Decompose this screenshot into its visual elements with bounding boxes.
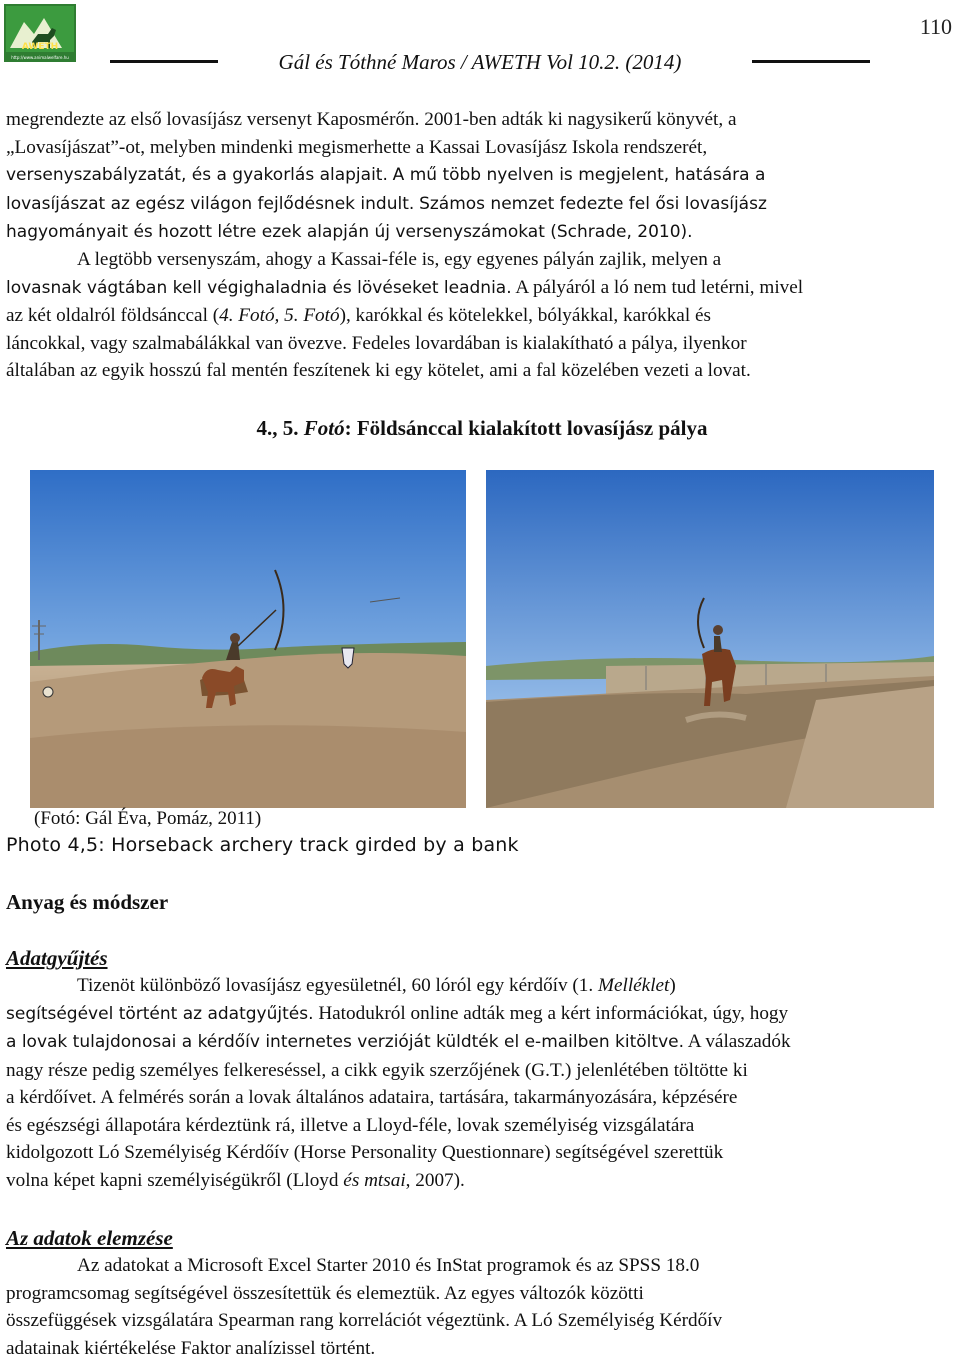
- text-line: [6, 134, 956, 162]
- paragraph-data-collection: [6, 972, 956, 1194]
- text-span: , 2007).: [405, 1169, 465, 1191]
- paragraph-1: [6, 106, 956, 247]
- photo-caption-english: Photo 4,5: Horseback archery track girded by a bank: [6, 834, 519, 856]
- text-line: [6, 302, 956, 330]
- text-line: [6, 1139, 956, 1167]
- text-line: [6, 1252, 956, 1280]
- text-line: [6, 274, 956, 303]
- header-rule-right: [752, 60, 870, 63]
- text-line: [6, 190, 956, 219]
- photo-4-horse-archer-bank: [30, 470, 466, 808]
- text-span: kidolgozott Ló Személyiség Kérdőív (Horse Personality Questionnare) segítségével szerettük: [6, 1142, 724, 1163]
- text-line: [6, 218, 956, 247]
- text-span: a lovak tulajdonosai a kérdőív internetes verzióját küldték el e-mailben kitöltve.: [6, 1032, 684, 1052]
- text-span: A legtöbb versenyszám, ahogy a Kassai-féle is, egy egyenes pályán zajlik, melyen a: [77, 249, 722, 270]
- text-span: segítségével történt az adatgyűjtés.: [6, 1003, 314, 1024]
- figure-title-rest: : Földsánccal kialakított lovasíjász pálya: [344, 416, 708, 440]
- text-line: [6, 1335, 956, 1362]
- text-line: [6, 357, 956, 385]
- text-line: [6, 1112, 956, 1140]
- text-span: programcsomag segítségével összesítettük és elemeztük.: [6, 1282, 441, 1304]
- text-span: ): [669, 975, 676, 996]
- section-heading: Anyag és módszer: [6, 890, 169, 914]
- text-span: „Lovasíjászat”-ot, melyben mindenki megismerhette a Kassai Lovasíjász Iskola rendszerét,: [6, 136, 708, 158]
- text-span: adatainak kiértékelése Faktor analízissel történt.: [6, 1337, 376, 1359]
- text-span: Hatodukról online adták meg a kért információkat, úgy, hogy: [313, 1002, 789, 1024]
- figure-title: [0, 416, 960, 441]
- text-span: megrendezte az első lovasíjász versenyt Kaposmérőn. 2001-ben adták ki nagysikerű könyvét, a: [6, 109, 737, 130]
- text-line: [6, 1167, 956, 1195]
- text-span: Az egyes változók közötti: [440, 1282, 644, 1304]
- text-span: hagyományait és hozott létre ezek alapján új versenyszámokat (Schrade, 2010).: [6, 222, 693, 242]
- text-line: [6, 246, 956, 274]
- text-line: [6, 106, 956, 134]
- figure-title-italic: Fotó: [303, 416, 345, 440]
- text-span: A pályáról a ló nem tud letérni, mivel: [515, 276, 804, 298]
- text-span: az két oldalról földsánccal (: [6, 305, 220, 326]
- text-line: [6, 1028, 956, 1057]
- text-span: A mű több nyelven is megjelent, hatására a: [392, 165, 766, 185]
- text-span: összefüggések vizsgálatára Spearman rang korrelációt végeztünk.: [6, 1310, 510, 1331]
- text-span: Az adatokat a Microsoft Excel Starter 2010 és InStat programok és az SPSS 18.0: [77, 1255, 700, 1276]
- text-line: [6, 1000, 956, 1029]
- text-line: [6, 1307, 956, 1335]
- paragraph-data-analysis: [6, 1252, 956, 1362]
- text-span: lovasíjászat az egész világon fejlődésnek indult.: [6, 193, 415, 214]
- text-span: ), karókkal és kötelekkel, bólyákkal, karókkal és: [339, 305, 711, 326]
- photo-reference: 4. Fotó, 5. Fotó: [219, 305, 340, 326]
- text-span: Fedeles lovardában is kialakítható a pálya, ilyenkor: [351, 332, 747, 354]
- citation-italic: és mtsai: [343, 1169, 406, 1191]
- text-span: láncokkal, vagy szalmabálákkal van övezve.: [6, 332, 347, 354]
- subsection-heading-data-analysis: Az adatok elemzése: [6, 1226, 173, 1250]
- text-span: és egészségi állapotára kérdeztünk rá, illetve a Lloyd-féle, lovak személyiség vizsgálatára: [6, 1114, 695, 1136]
- text-span: A Ló Személyiség Kérdőív: [510, 1310, 723, 1331]
- text-span: lovasnak vágtában kell végighaladnia és lövéseket leadnia.: [6, 277, 512, 298]
- logo-url: http://www.animalwelfare.hu: [11, 55, 69, 60]
- text-line: [6, 972, 956, 1000]
- photo-credit: (Fotó: Gál Éva, Pomáz, 2011): [34, 808, 262, 829]
- text-span: Számos nemzet fedezte fel ősi lovasíjász: [419, 193, 767, 214]
- text-span: volna képet kapni személyiségükről (Lloyd: [6, 1169, 344, 1191]
- text-span: általában az egyik hosszú fal mentén feszítenek ki egy kötelet, ami a fal közelében vezeti a lovat.: [6, 360, 751, 381]
- paragraph-2: [6, 246, 956, 385]
- text-line: [6, 1084, 956, 1112]
- text-span: nagy része pedig személyes felkereséssel, a cikk egyik szerzőjének (G.T.) jelenlétében töltötte ki: [6, 1059, 748, 1081]
- appendix-reference: Melléklet: [598, 975, 670, 996]
- text-line: [6, 1057, 956, 1085]
- subsection-heading-data-collection: Adatgyűjtés: [6, 946, 108, 970]
- text-line: [6, 161, 956, 190]
- text-line: [6, 1280, 956, 1308]
- logo-text: AWETH: [21, 42, 59, 52]
- text-span: a kérdőívet. A felmérés során a lovak általános adataira, tartására, takarmányozására, képzésére: [6, 1087, 738, 1108]
- text-span: versenyszabályzatát, és a gyakorlás alapjait.: [6, 165, 388, 185]
- text-line: [6, 330, 956, 358]
- text-span: Tizenöt különböző lovasíjász egyesületnél, 60 lóról egy kérdőív (1.: [77, 975, 598, 996]
- page-number: 110: [919, 14, 952, 39]
- figure-title-prefix: 4., 5.: [256, 416, 304, 440]
- text-span: A válaszadók: [684, 1031, 791, 1052]
- photo-5-horse-archer-track: [486, 470, 934, 808]
- running-title: Gál és Tóthné Maros / AWETH Vol 10.2. (2014): [278, 50, 682, 74]
